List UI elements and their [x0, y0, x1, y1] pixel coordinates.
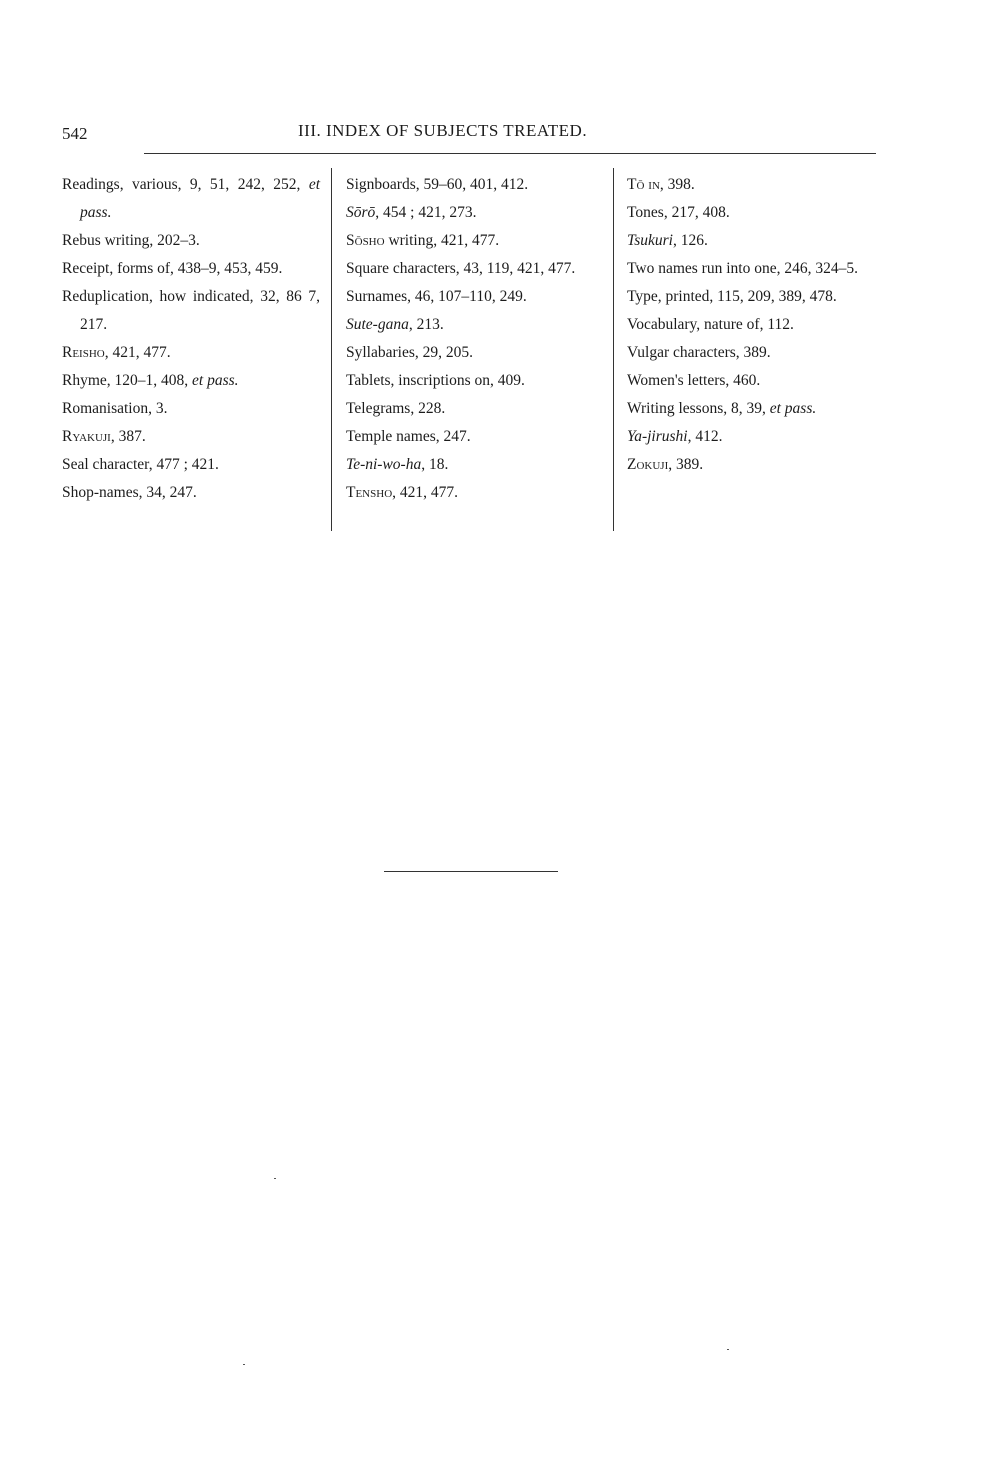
index-term: Romanisation	[62, 400, 149, 417]
index-term: Readings	[62, 176, 120, 193]
index-term: Tsukuri	[627, 232, 673, 249]
column-divider-2	[613, 168, 614, 531]
index-term: Tō in	[627, 176, 660, 193]
index-references: , 421, 477.	[392, 484, 459, 501]
index-references: , 32, 86 7, 217.	[80, 288, 320, 333]
index-references: , 34, 247.	[138, 484, 197, 501]
index-entry	[627, 311, 879, 339]
index-term: Writing lessons	[627, 400, 724, 417]
index-term: Tablets, inscriptions on	[346, 372, 490, 389]
index-references: , 202–3.	[149, 232, 200, 249]
index-term: Reisho	[62, 344, 105, 361]
index-references: , 438–9, 453, 459.	[170, 260, 283, 277]
index-references: , 115, 209, 389, 478.	[709, 288, 837, 305]
running-title: III. INDEX OF SUBJECTS TREATED.	[298, 121, 588, 140]
index-references: , 389.	[668, 456, 704, 473]
index-entry	[346, 255, 596, 283]
index-term: Square characters	[346, 260, 456, 277]
index-references: , 29, 205.	[414, 344, 473, 361]
index-entry	[627, 423, 879, 451]
index-entry	[62, 479, 320, 507]
index-term: Surnames	[346, 288, 408, 305]
index-entry	[62, 171, 320, 227]
index-term: Two names run into one	[627, 260, 777, 277]
index-references: , 18.	[421, 456, 449, 473]
index-et-pass: et pass.	[80, 176, 320, 221]
index-entry	[346, 283, 596, 311]
index-references: , 454 ; 421, 273.	[375, 204, 477, 221]
index-entry	[62, 423, 320, 451]
index-term: Sōsho	[346, 232, 385, 249]
index-entry	[346, 451, 596, 479]
index-entry	[627, 283, 879, 311]
index-references: , 246, 324–5.	[776, 260, 858, 277]
index-references: , 126.	[672, 232, 708, 249]
index-references: , 217, 408.	[663, 204, 730, 221]
index-entry	[62, 367, 320, 395]
print-speck	[243, 1364, 245, 1365]
index-references: , 389.	[735, 344, 771, 361]
index-references: writing, 421, 477.	[384, 232, 500, 249]
index-term: Telegrams	[346, 400, 411, 417]
index-term: Vulgar characters	[627, 344, 736, 361]
index-entry	[62, 227, 320, 255]
index-references: , 228.	[410, 400, 446, 417]
index-references: , 412.	[687, 428, 723, 445]
index-references: , various, 9, 51, 242, 252,	[119, 176, 309, 193]
index-entry	[627, 367, 879, 395]
index-references: , 477 ; 421.	[148, 456, 219, 473]
index-term: Reduplication, how indicated	[62, 288, 250, 305]
index-entry	[627, 255, 879, 283]
index-term: Sōrō	[346, 204, 376, 221]
index-term: Rhyme	[62, 372, 107, 389]
index-references: , 3.	[148, 400, 168, 417]
index-term: Zokuji	[627, 456, 669, 473]
index-term: Vocabulary, nature of	[627, 316, 760, 333]
index-entry	[62, 255, 320, 283]
index-entry	[627, 227, 879, 255]
index-entry	[346, 199, 596, 227]
index-entry	[627, 171, 879, 199]
index-term: Signboards	[346, 176, 416, 193]
index-references: , 398.	[659, 176, 695, 193]
print-speck	[274, 1178, 276, 1179]
index-references: , 120–1, 408,	[106, 372, 193, 389]
index-term: Seal character	[62, 456, 149, 473]
index-references: , 247.	[435, 428, 471, 445]
header-rule	[144, 153, 876, 154]
index-entry	[346, 423, 596, 451]
index-entry	[346, 395, 596, 423]
index-entry	[62, 339, 320, 367]
index-term: Shop-names	[62, 484, 139, 501]
index-references: , 59–60, 401, 412.	[415, 176, 529, 193]
index-term: Women's letters	[627, 372, 726, 389]
page-number: 542	[62, 124, 88, 143]
index-references: , 421, 477.	[104, 344, 171, 361]
index-term: Te-ni-wo-ha	[346, 456, 422, 473]
index-entry	[627, 339, 879, 367]
index-entry	[346, 367, 596, 395]
index-entry	[62, 451, 320, 479]
index-entry	[346, 339, 596, 367]
index-et-pass: et pass.	[769, 400, 817, 417]
print-speck	[727, 1349, 729, 1350]
index-entry	[346, 227, 596, 255]
index-et-pass: et pass.	[192, 372, 239, 389]
index-term: Tensho	[346, 484, 393, 501]
index-column-1	[62, 171, 320, 507]
index-entry	[62, 283, 320, 339]
index-entry	[62, 395, 320, 423]
index-references: , 43, 119, 421, 477.	[455, 260, 576, 277]
index-entry	[346, 479, 596, 507]
index-term: Tones	[627, 204, 664, 221]
index-term: Receipt, forms of	[62, 260, 171, 277]
index-column-3	[627, 171, 879, 479]
column-divider-1	[331, 168, 332, 531]
index-references: , 8, 39,	[723, 400, 770, 417]
closing-rule	[384, 871, 558, 872]
index-term: Ya-jirushi	[627, 428, 688, 445]
index-references: , 460.	[725, 372, 761, 389]
index-entry	[627, 395, 879, 423]
index-entry	[346, 171, 596, 199]
index-references: , 387.	[110, 428, 146, 445]
index-column-2	[346, 171, 596, 507]
index-term: Type, printed	[627, 288, 710, 305]
index-references: , 409.	[490, 372, 525, 389]
index-entry	[346, 311, 596, 339]
index-references: , 46, 107–110, 249.	[407, 288, 527, 305]
index-references: , 213.	[408, 316, 444, 333]
index-term: Temple names	[346, 428, 436, 445]
index-entry	[627, 199, 879, 227]
index-references: , 112.	[759, 316, 794, 333]
index-entry	[627, 451, 879, 479]
index-term: Ryakuji	[62, 428, 111, 445]
index-term: Rebus writing	[62, 232, 150, 249]
index-term: Sute-gana	[346, 316, 409, 333]
index-term: Syllabaries	[346, 344, 415, 361]
